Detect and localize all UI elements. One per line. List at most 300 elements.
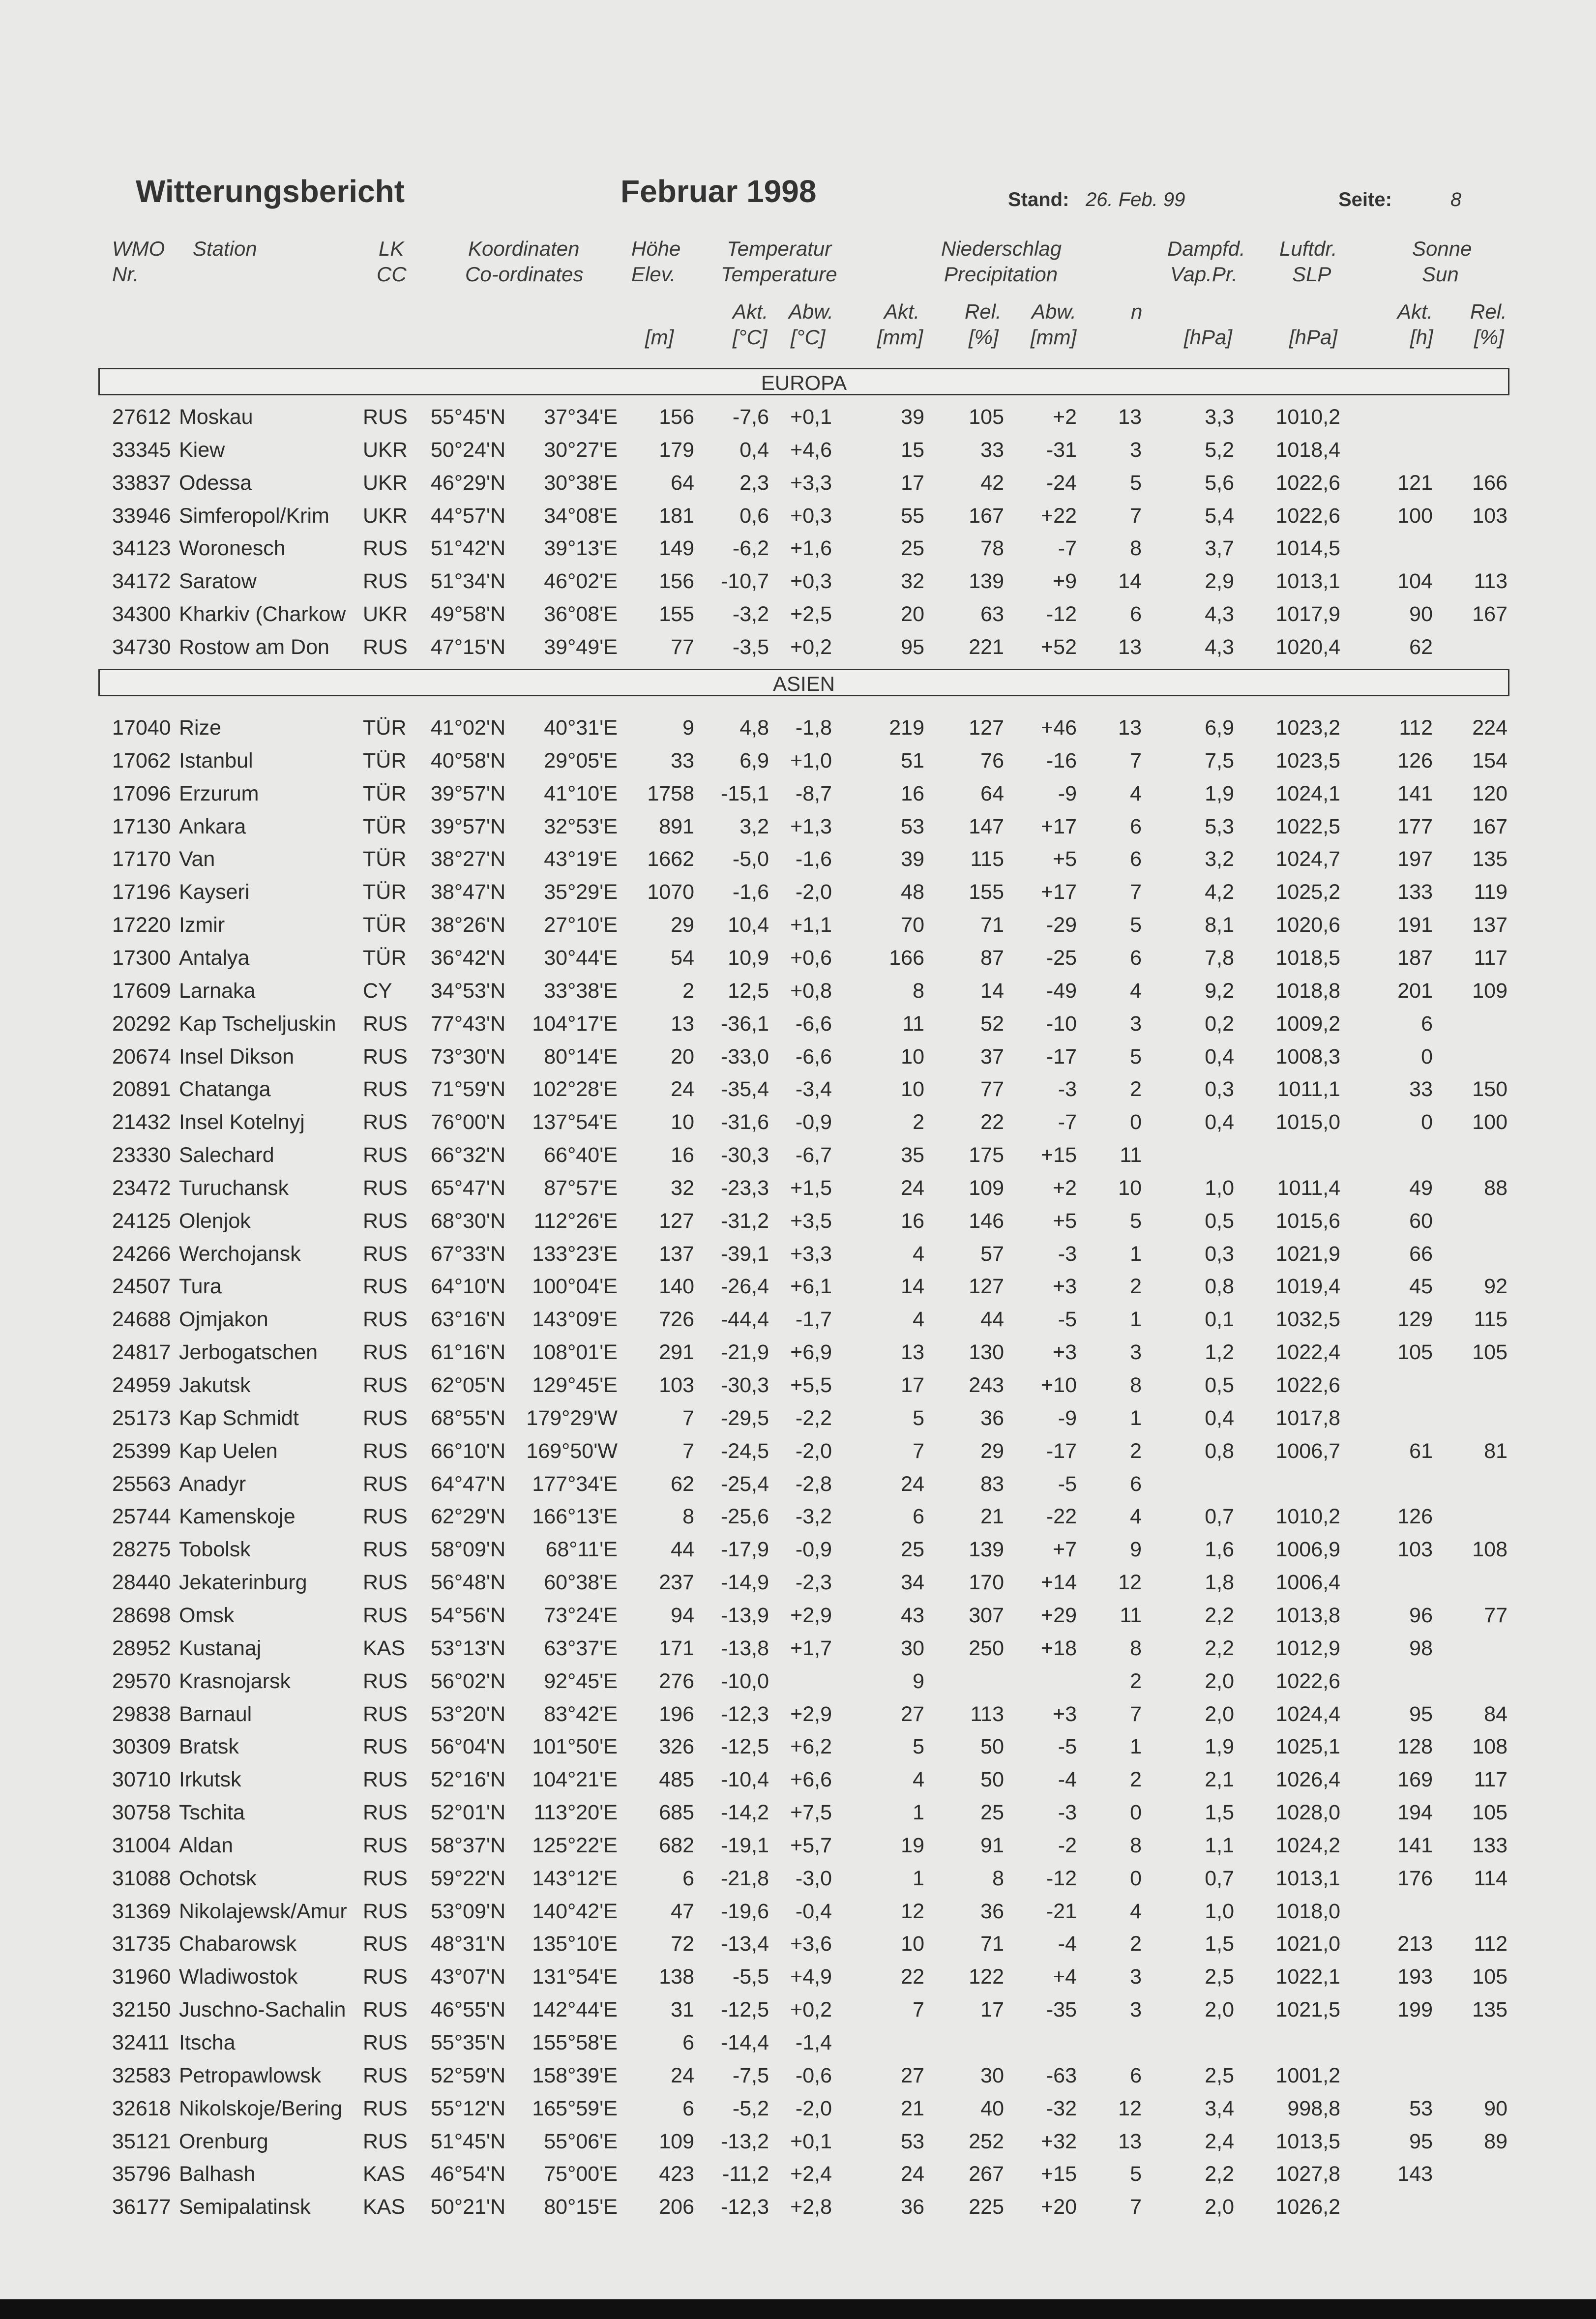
wmo-number: 35796 xyxy=(112,2162,171,2186)
sun-rel: 224 xyxy=(1472,716,1507,740)
prec-abw: +3 xyxy=(1052,1702,1077,1726)
elevation: 237 xyxy=(659,1571,694,1595)
temp-abw: -0,4 xyxy=(795,1899,832,1923)
prec-akt: 7 xyxy=(913,1998,924,2022)
prec-rel: 175 xyxy=(969,1143,1004,1167)
temp-abw: +1,3 xyxy=(790,814,832,838)
prec-akt: 19 xyxy=(901,1833,924,1857)
prec-abw: +4 xyxy=(1052,1965,1077,1989)
sea-level-pressure: 1017,9 xyxy=(1275,602,1340,626)
latitude: 73°30'N xyxy=(431,1044,506,1069)
prec-abw: +17 xyxy=(1041,880,1077,904)
temp-abw: -6,6 xyxy=(795,1044,832,1069)
prec-akt: 20 xyxy=(901,602,924,626)
wmo-number: 30309 xyxy=(112,1735,171,1759)
sun-akt: 193 xyxy=(1397,1965,1433,1989)
longitude: 87°57'E xyxy=(544,1176,618,1200)
station-name: Anadyr xyxy=(179,1472,246,1496)
wmo-number: 17220 xyxy=(112,913,171,937)
prec-n: 2 xyxy=(1130,1669,1142,1693)
station-name: Semipalatinsk xyxy=(179,2195,311,2219)
table-row xyxy=(0,713,1596,743)
sun-akt: 191 xyxy=(1397,913,1433,937)
col-sun: Sun xyxy=(1422,263,1459,286)
sea-level-pressure: 1022,6 xyxy=(1275,1669,1340,1693)
vapour-pressure: 2,2 xyxy=(1205,2162,1234,2186)
col-temp-akt: Akt. xyxy=(733,300,768,323)
longitude: 35°29'E xyxy=(544,880,618,904)
wmo-number: 34300 xyxy=(112,602,171,626)
temp-akt: -10,7 xyxy=(720,569,769,594)
prec-n: 5 xyxy=(1130,1209,1142,1233)
temp-abw: +0,8 xyxy=(790,979,832,1003)
station-name: Olenjok xyxy=(179,1209,251,1233)
temp-abw: +0,3 xyxy=(790,569,832,594)
vapour-pressure: 2,1 xyxy=(1205,1768,1234,1792)
temp-abw: +0,1 xyxy=(790,2129,832,2153)
sun-rel: 120 xyxy=(1472,781,1507,805)
sun-rel: 117 xyxy=(1474,1768,1507,1792)
temp-akt: -13,9 xyxy=(720,1603,769,1627)
station-name: Antalya xyxy=(179,946,250,970)
temp-abw: +3,3 xyxy=(790,471,832,495)
sea-level-pressure: 1009,2 xyxy=(1275,1011,1340,1036)
prec-abw: +46 xyxy=(1041,716,1077,740)
prec-akt: 12 xyxy=(901,1899,924,1923)
temp-abw: +2,9 xyxy=(790,1603,832,1627)
temp-abw: +2,8 xyxy=(790,2195,832,2219)
prec-rel: 76 xyxy=(980,748,1004,773)
station-name: Kharkiv (Charkow xyxy=(179,602,346,626)
report-title: Witterungsbericht xyxy=(136,174,405,209)
prec-n: 7 xyxy=(1130,880,1142,904)
table-row xyxy=(0,1140,1596,1170)
table-row xyxy=(0,468,1596,498)
latitude: 71°59'N xyxy=(431,1077,506,1101)
sea-level-pressure: 1024,1 xyxy=(1275,781,1340,805)
country-code: UKR xyxy=(363,602,408,626)
prec-rel: 130 xyxy=(969,1340,1004,1365)
prec-akt: 219 xyxy=(889,716,924,740)
vapour-pressure: 5,6 xyxy=(1205,471,1234,495)
prec-n: 2 xyxy=(1130,1077,1142,1101)
vapour-pressure: 0,7 xyxy=(1205,1866,1234,1890)
sun-akt: 199 xyxy=(1397,1998,1433,2022)
sea-level-pressure: 1021,0 xyxy=(1275,1932,1340,1956)
temp-akt: -25,6 xyxy=(720,1505,769,1529)
report-month: Februar 1998 xyxy=(621,174,817,209)
temp-abw: -0,9 xyxy=(795,1538,832,1562)
prec-akt: 43 xyxy=(901,1603,924,1627)
prec-akt: 10 xyxy=(901,1077,924,1101)
prec-akt: 13 xyxy=(901,1340,924,1365)
vapour-pressure: 0,3 xyxy=(1205,1242,1234,1266)
col-hoehe: Höhe xyxy=(631,237,681,260)
station-name: Jekaterinburg xyxy=(179,1571,307,1595)
station-name: Petropawlowsk xyxy=(179,2063,322,2087)
country-code: RUS xyxy=(363,1044,408,1069)
temp-abw: +2,9 xyxy=(790,1702,832,1726)
sun-rel: 115 xyxy=(1474,1308,1507,1332)
col-prec-rel: Rel. xyxy=(965,300,1002,323)
station-name: Salechard xyxy=(179,1143,274,1167)
country-code: RUS xyxy=(363,1308,408,1332)
longitude: 142°44'E xyxy=(532,1998,618,2022)
elevation: 1070 xyxy=(647,880,694,904)
prec-akt: 17 xyxy=(901,1373,924,1397)
sun-akt: 66 xyxy=(1409,1242,1433,1266)
prec-akt: 16 xyxy=(901,1209,924,1233)
prec-n: 5 xyxy=(1130,2162,1142,2186)
temp-akt: -7,6 xyxy=(732,405,769,429)
wmo-number: 31369 xyxy=(112,1899,171,1923)
country-code: RUS xyxy=(363,1439,408,1463)
temp-akt: -31,2 xyxy=(720,1209,769,1233)
country-code: UKR xyxy=(363,438,408,462)
longitude: 113°20'E xyxy=(533,1801,618,1825)
elevation: 155 xyxy=(659,602,694,626)
vapour-pressure: 1,2 xyxy=(1205,1340,1234,1365)
longitude: 55°06'E xyxy=(544,2129,618,2153)
prec-abw: -12 xyxy=(1046,602,1077,626)
sea-level-pressure: 1020,6 xyxy=(1275,913,1340,937)
prec-abw: +10 xyxy=(1041,1373,1077,1397)
temp-akt: -5,0 xyxy=(732,847,769,871)
wmo-number: 17040 xyxy=(112,716,171,740)
temp-akt: -14,9 xyxy=(720,1571,769,1595)
elevation: 6 xyxy=(682,1866,694,1890)
station-name: Nikolajewsk/Amur xyxy=(179,1899,347,1923)
prec-rel: 167 xyxy=(969,504,1004,528)
prec-rel: 307 xyxy=(969,1603,1004,1627)
latitude: 55°12'N xyxy=(431,2096,506,2120)
sea-level-pressure: 1022,1 xyxy=(1275,1965,1340,1989)
longitude: 165°59'E xyxy=(532,2096,618,2120)
prec-rel: 71 xyxy=(980,913,1004,937)
country-code: RUS xyxy=(363,1833,408,1857)
wmo-number: 24125 xyxy=(112,1209,171,1233)
country-code: TÜR xyxy=(363,748,407,773)
latitude: 46°55'N xyxy=(431,1998,506,2022)
sun-rel: 105 xyxy=(1472,1801,1507,1825)
latitude: 61°16'N xyxy=(431,1340,506,1365)
temp-abw: +6,9 xyxy=(790,1340,832,1365)
prec-akt: 16 xyxy=(901,781,924,805)
temp-akt: -30,3 xyxy=(720,1373,769,1397)
prec-akt: 4 xyxy=(913,1768,924,1792)
wmo-number: 34123 xyxy=(112,536,171,561)
elevation: 276 xyxy=(659,1669,694,1693)
sea-level-pressure: 1011,1 xyxy=(1277,1077,1340,1101)
longitude: 68°11'E xyxy=(545,1538,618,1562)
temp-abw: -1,8 xyxy=(795,716,832,740)
station-name: Werchojansk xyxy=(179,1242,301,1266)
latitude: 53°13'N xyxy=(431,1636,506,1660)
longitude: 108°01'E xyxy=(532,1340,618,1365)
latitude: 77°43'N xyxy=(431,1011,506,1036)
col-temperature: Temperature xyxy=(721,263,837,286)
sun-akt: 141 xyxy=(1397,1833,1433,1857)
wmo-number: 20891 xyxy=(112,1077,171,1101)
longitude: 46°02'E xyxy=(544,569,618,594)
prec-akt: 27 xyxy=(901,1702,924,1726)
station-name: Aldan xyxy=(179,1833,233,1857)
latitude: 56°02'N xyxy=(431,1669,506,1693)
prec-rel: 147 xyxy=(969,814,1004,838)
prec-abw: +2 xyxy=(1052,405,1077,429)
prec-n: 1 xyxy=(1130,1242,1142,1266)
wmo-number: 30758 xyxy=(112,1801,171,1825)
prec-n: 1 xyxy=(1130,1735,1142,1759)
prec-n: 3 xyxy=(1130,1998,1142,2022)
station-name: Tschita xyxy=(179,1801,245,1825)
temp-abw: +1,5 xyxy=(790,1176,832,1200)
col-slp: SLP xyxy=(1292,263,1331,286)
elevation: 7 xyxy=(682,1439,694,1463)
prec-rel: 33 xyxy=(980,438,1004,462)
longitude: 30°44'E xyxy=(544,946,618,970)
country-code: RUS xyxy=(363,405,408,429)
longitude: 101°50'E xyxy=(532,1735,618,1759)
latitude: 51°45'N xyxy=(431,2129,506,2153)
sun-rel: 167 xyxy=(1472,814,1507,838)
country-code: RUS xyxy=(363,1768,408,1792)
vapour-pressure: 4,3 xyxy=(1205,602,1234,626)
country-code: RUS xyxy=(363,1932,408,1956)
vapour-pressure: 1,5 xyxy=(1205,1801,1234,1825)
sun-akt: 121 xyxy=(1397,471,1433,495)
vapour-pressure: 5,2 xyxy=(1205,438,1234,462)
table-row xyxy=(0,566,1596,596)
sea-level-pressure: 1020,4 xyxy=(1275,635,1340,659)
prec-n: 5 xyxy=(1130,913,1142,937)
prec-abw: -3 xyxy=(1058,1242,1077,1266)
sun-akt: 0 xyxy=(1421,1110,1433,1134)
temp-abw: +1,6 xyxy=(790,536,832,561)
elevation: 127 xyxy=(659,1209,694,1233)
prec-n: 4 xyxy=(1130,1505,1142,1529)
temp-abw: +0,1 xyxy=(790,405,832,429)
temp-abw: -3,4 xyxy=(795,1077,832,1101)
latitude: 76°00'N xyxy=(431,1110,506,1134)
latitude: 49°58'N xyxy=(431,602,506,626)
prec-akt: 35 xyxy=(901,1143,924,1167)
sun-akt: 128 xyxy=(1397,1735,1433,1759)
prec-n: 3 xyxy=(1130,1965,1142,1989)
sun-rel: 166 xyxy=(1472,471,1507,495)
temp-akt: -13,4 xyxy=(720,1932,769,1956)
longitude: 143°09'E xyxy=(532,1308,618,1332)
prec-n: 11 xyxy=(1120,1143,1142,1167)
prec-rel: 139 xyxy=(969,569,1004,594)
station-name: Izmir xyxy=(179,913,225,937)
station-name: Simferopol/Krim xyxy=(179,504,329,528)
prec-akt: 22 xyxy=(901,1965,924,1989)
latitude: 62°29'N xyxy=(431,1505,506,1529)
longitude: 104°17'E xyxy=(532,1011,618,1036)
table-row xyxy=(0,1370,1596,1400)
temp-abw: +5,5 xyxy=(790,1373,832,1397)
prec-akt: 15 xyxy=(901,438,924,462)
prec-n: 0 xyxy=(1130,1801,1142,1825)
prec-akt: 10 xyxy=(901,1932,924,1956)
prec-abw: -10 xyxy=(1046,1011,1077,1036)
longitude: 179°29'W xyxy=(526,1406,618,1430)
temp-akt: -19,6 xyxy=(720,1899,769,1923)
prec-n: 8 xyxy=(1130,1636,1142,1660)
temp-akt: -35,4 xyxy=(720,1077,769,1101)
col-niederschlag: Niederschlag xyxy=(941,237,1062,260)
prec-rel: 267 xyxy=(969,2162,1004,2186)
sea-level-pressure: 1026,4 xyxy=(1275,1768,1340,1792)
sun-akt: 169 xyxy=(1397,1768,1433,1792)
vapour-pressure: 2,0 xyxy=(1205,1669,1234,1693)
sea-level-pressure: 1018,5 xyxy=(1275,946,1340,970)
temp-akt: 6,9 xyxy=(739,748,769,773)
sun-rel: 113 xyxy=(1474,569,1507,594)
prec-akt: 5 xyxy=(913,1735,924,1759)
sea-level-pressure: 1022,6 xyxy=(1275,1373,1340,1397)
wmo-number: 23472 xyxy=(112,1176,171,1200)
wmo-number: 17130 xyxy=(112,814,171,838)
prec-rel: 87 xyxy=(980,946,1004,970)
prec-n: 11 xyxy=(1120,1603,1142,1627)
station-name: Jerbogatschen xyxy=(179,1340,318,1365)
prec-abw: -5 xyxy=(1058,1308,1077,1332)
prec-rel: 52 xyxy=(980,1011,1004,1036)
latitude: 52°59'N xyxy=(431,2063,506,2087)
table-row xyxy=(0,1765,1596,1794)
prec-abw: -9 xyxy=(1058,1406,1077,1430)
wmo-number: 24959 xyxy=(112,1373,171,1397)
country-code: RUS xyxy=(363,1965,408,1989)
prec-akt: 24 xyxy=(901,1176,924,1200)
country-code: RUS xyxy=(363,1077,408,1101)
latitude: 50°24'N xyxy=(431,438,506,462)
prec-rel: 155 xyxy=(969,880,1004,904)
table-row xyxy=(0,746,1596,775)
prec-abw: -17 xyxy=(1046,1439,1077,1463)
country-code: RUS xyxy=(363,2096,408,2120)
country-code: KAS xyxy=(363,2195,406,2219)
wmo-number: 17062 xyxy=(112,748,171,773)
temp-akt: 3,2 xyxy=(739,814,769,838)
wmo-number: 28440 xyxy=(112,1571,171,1595)
temp-akt: -14,4 xyxy=(720,2031,769,2054)
prec-abw: -24 xyxy=(1046,471,1077,495)
temp-akt: -3,5 xyxy=(732,635,769,659)
prec-abw: -31 xyxy=(1046,438,1077,462)
station-name: Orenburg xyxy=(179,2129,268,2153)
latitude: 34°53'N xyxy=(431,979,506,1003)
wmo-number: 33345 xyxy=(112,438,171,462)
temp-abw: +3,3 xyxy=(790,1242,832,1266)
sea-level-pressure: 1010,2 xyxy=(1275,1505,1340,1529)
table-row xyxy=(0,943,1596,973)
table-row xyxy=(0,1699,1596,1729)
latitude: 66°10'N xyxy=(431,1439,506,1463)
country-code: KAS xyxy=(363,1636,406,1660)
wmo-number: 32618 xyxy=(112,2096,171,2120)
country-code: RUS xyxy=(363,1866,408,1890)
sun-rel: 117 xyxy=(1474,946,1507,970)
col-station: Station xyxy=(193,237,257,260)
sea-level-pressure: 1015,0 xyxy=(1275,1110,1340,1134)
longitude: 140°42'E xyxy=(532,1899,618,1923)
country-code: RUS xyxy=(363,1472,408,1496)
temp-akt: -11,2 xyxy=(722,2162,769,2186)
vapour-pressure: 2,4 xyxy=(1205,2129,1234,2153)
prec-abw: -7 xyxy=(1058,1110,1077,1134)
sun-rel: 103 xyxy=(1472,504,1507,528)
sun-rel: 154 xyxy=(1472,748,1507,773)
sun-akt: 6 xyxy=(1421,1011,1433,1036)
station-name: Nikolskoje/Bering xyxy=(179,2096,343,2120)
station-name: Wladiwostok xyxy=(179,1965,298,1989)
prec-n: 2 xyxy=(1130,1275,1142,1299)
prec-n: 6 xyxy=(1130,2063,1142,2087)
temp-abw: -6,6 xyxy=(795,1011,832,1036)
table-row xyxy=(0,2094,1596,2123)
table-row xyxy=(0,2192,1596,2222)
sea-level-pressure: 1018,0 xyxy=(1275,1899,1340,1923)
unit-prec-rel: [%] xyxy=(969,326,999,349)
latitude: 36°42'N xyxy=(431,946,506,970)
table-row xyxy=(0,1864,1596,1893)
sun-akt: 100 xyxy=(1397,504,1433,528)
station-name: Rostow am Don xyxy=(179,635,329,659)
prec-akt: 166 xyxy=(889,946,924,970)
elevation: 33 xyxy=(671,748,694,773)
temp-akt: -21,9 xyxy=(720,1340,769,1365)
sun-akt: 95 xyxy=(1409,2129,1433,2153)
temp-abw: -1,7 xyxy=(795,1308,832,1332)
longitude: 131°54'E xyxy=(532,1965,618,1989)
temp-akt: -44,4 xyxy=(720,1308,769,1332)
country-code: RUS xyxy=(363,2063,408,2087)
table-row xyxy=(0,1666,1596,1696)
sun-rel: 81 xyxy=(1484,1439,1507,1463)
elevation: 726 xyxy=(659,1308,694,1332)
longitude: 137°54'E xyxy=(532,1110,618,1134)
elevation: 423 xyxy=(659,2162,694,2186)
sun-rel: 105 xyxy=(1472,1340,1507,1365)
latitude: 38°26'N xyxy=(431,913,506,937)
sun-rel: 150 xyxy=(1472,1077,1507,1101)
prec-rel: 42 xyxy=(980,471,1004,495)
temp-akt: -5,2 xyxy=(732,2096,769,2120)
temp-abw: -3,0 xyxy=(795,1866,832,1890)
wmo-number: 32150 xyxy=(112,1998,171,2022)
sea-level-pressure: 1024,2 xyxy=(1275,1833,1340,1857)
wmo-number: 17196 xyxy=(112,880,171,904)
temp-akt: -3,2 xyxy=(732,602,769,626)
latitude: 50°21'N xyxy=(431,2195,506,2219)
prec-rel: 122 xyxy=(969,1965,1004,1989)
latitude: 55°45'N xyxy=(431,405,506,429)
latitude: 41°02'N xyxy=(431,716,506,740)
temp-abw: +6,1 xyxy=(790,1275,832,1299)
temp-abw: -2,2 xyxy=(795,1406,832,1430)
wmo-number: 29570 xyxy=(112,1669,171,1693)
vapour-pressure: 1,8 xyxy=(1205,1571,1234,1595)
vapour-pressure: 1,9 xyxy=(1205,1735,1234,1759)
latitude: 52°01'N xyxy=(431,1801,506,1825)
table-row xyxy=(0,1436,1596,1466)
temp-abw: -1,6 xyxy=(795,847,832,871)
prec-abw: +52 xyxy=(1041,635,1077,659)
prec-abw: +5 xyxy=(1052,847,1077,871)
